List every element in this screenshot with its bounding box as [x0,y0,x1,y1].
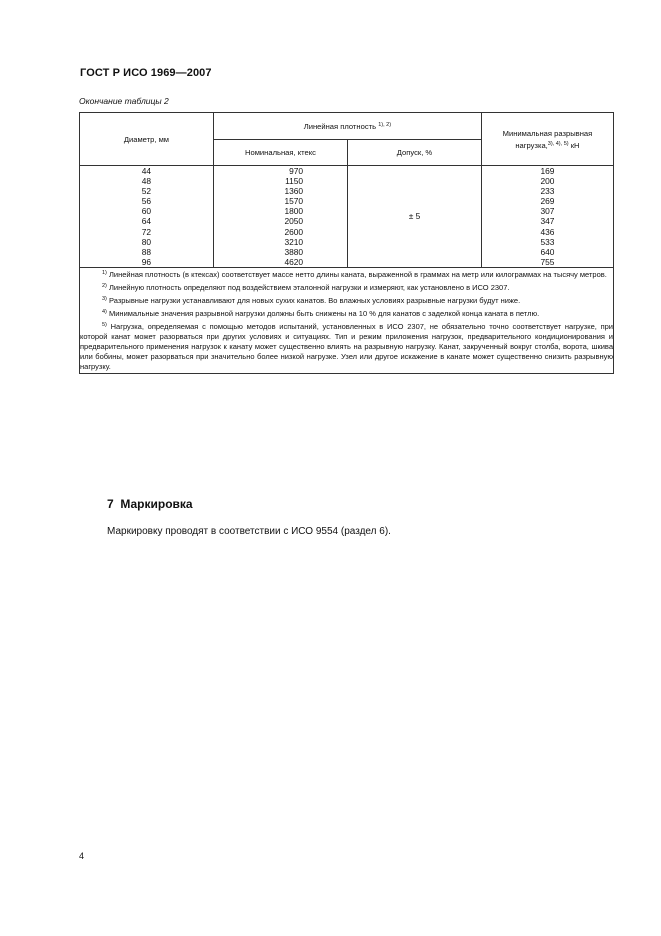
header-nominal: Номинальная, ктекс [213,140,347,166]
footnote [80,268,613,280]
footnote [80,281,613,293]
min-breaking-value: 640 [540,246,555,257]
diameter-value: 88 [141,246,152,257]
footnote-mark: 2) [102,282,107,289]
nominal-value: 4620 [284,256,304,267]
min-breaking-column [481,166,613,268]
footnote-mark: 4) [102,308,107,315]
tolerance-value: ± 5 [348,166,482,268]
rope-specs-table [79,112,614,374]
header-linear-density [213,113,481,140]
min-breaking-value: 347 [540,216,555,227]
min-breaking-value: 533 [540,236,555,247]
footnote-text: Минимальные значения разрывной нагрузки должны быть снижены на 10 % для канатов с заделкой конца каната в петлю. [108,308,540,318]
nominal-value: 3210 [284,236,304,247]
diameter-value: 60 [141,206,152,217]
footnote-text: Разрывные нагрузки устанавливают для новых сухих канатов. Во влажных условиях разрывные нагрузки будут ниже. [108,295,521,305]
nominal-value: 2600 [284,226,304,237]
footnote-text: Нагрузка, определяемая с помощью методов испытаний, установленных в ИСО 2307, не обязательно точно соответствует нагрузке, при которой канат может разорваться при других условиях и ситуациях. Тип и режим приложения нагрузок, предварительного кондиционирования и предварительного применения нагрузок к канату может существенно влиять на разрывную нагрузку. Канат, закрученный вокруг столба, ворота, шкива или бобины, может разорваться при значительно более низкой нагрузке. Узел или другое искажение в канате может существенно снизить разрывную нагрузку. [80,321,613,371]
footnote [80,294,613,306]
diameter-value: 72 [141,226,152,237]
diameter-value: 56 [141,196,152,207]
table-data-row [80,166,614,268]
min-breaking-value: 269 [540,196,555,207]
header-diameter: Диаметр, мм [80,113,214,166]
document-header: ГОСТ Р ИСО 1969—2007 [80,67,212,79]
diameter-value: 52 [141,186,152,197]
diameter-value: 48 [141,176,152,187]
nominal-value: 1570 [284,196,304,207]
table-caption: Окончание таблицы 2 [79,96,169,106]
header-linear-density-label: Линейная плотность [303,121,377,131]
nominal-value: 970 [289,166,304,176]
min-breaking-value: 755 [540,256,555,267]
table-notes [80,267,614,373]
footnote-mark: 3) [102,295,107,302]
footnote [80,320,613,372]
nominal-value: 2050 [284,216,304,227]
header-min-breaking-line1: Минимальная разрывная [502,128,593,138]
footnote-text: Линейную плотность определяют под воздействием эталонной нагрузки и измеряют, как установлено в ИСО 2307. [108,282,510,292]
header-min-breaking-refs: 3), 4), 5) [547,140,569,147]
nominal-value: 3880 [284,246,304,257]
min-breaking-value: 307 [540,206,555,217]
section-number: 7 [107,497,114,511]
header-min-breaking-load [481,113,613,166]
diameter-value: 44 [141,166,152,176]
header-tolerance: Допуск, % [348,140,482,166]
section-title: Маркировка [120,497,193,511]
nominal-value: 1800 [284,206,304,217]
footnote-mark: 1) [102,269,107,276]
footnote-mark: 5) [102,321,107,328]
nominal-value: 1150 [285,176,304,187]
min-breaking-value: 436 [540,226,555,237]
footnote-text: Линейная плотность (в ктексах) соответствует массе нетто длины каната, выраженной в граммах на метр или килограммах на тысячу метров. [108,269,607,279]
nominal-column [213,166,347,268]
header-linear-density-refs: 1), 2) [378,121,392,128]
min-breaking-value: 169 [540,166,555,176]
diameter-value: 80 [141,236,152,247]
min-breaking-value: 200 [540,176,555,187]
section-paragraph: Маркировку проводят в соответствии с ИСО 9554 (раздел 6). [107,526,391,537]
diameter-value: 96 [141,256,152,267]
min-breaking-value: 233 [540,186,555,197]
header-min-breaking-unit: кН [570,140,580,150]
header-min-breaking-line2: нагрузка, [515,140,548,150]
page-number: 4 [79,851,85,861]
table-notes-row [80,267,614,373]
nominal-value: 1360 [284,186,304,197]
footnote [80,307,613,319]
diameter-column [80,166,214,268]
section-heading [107,497,193,511]
diameter-value: 64 [141,216,152,227]
